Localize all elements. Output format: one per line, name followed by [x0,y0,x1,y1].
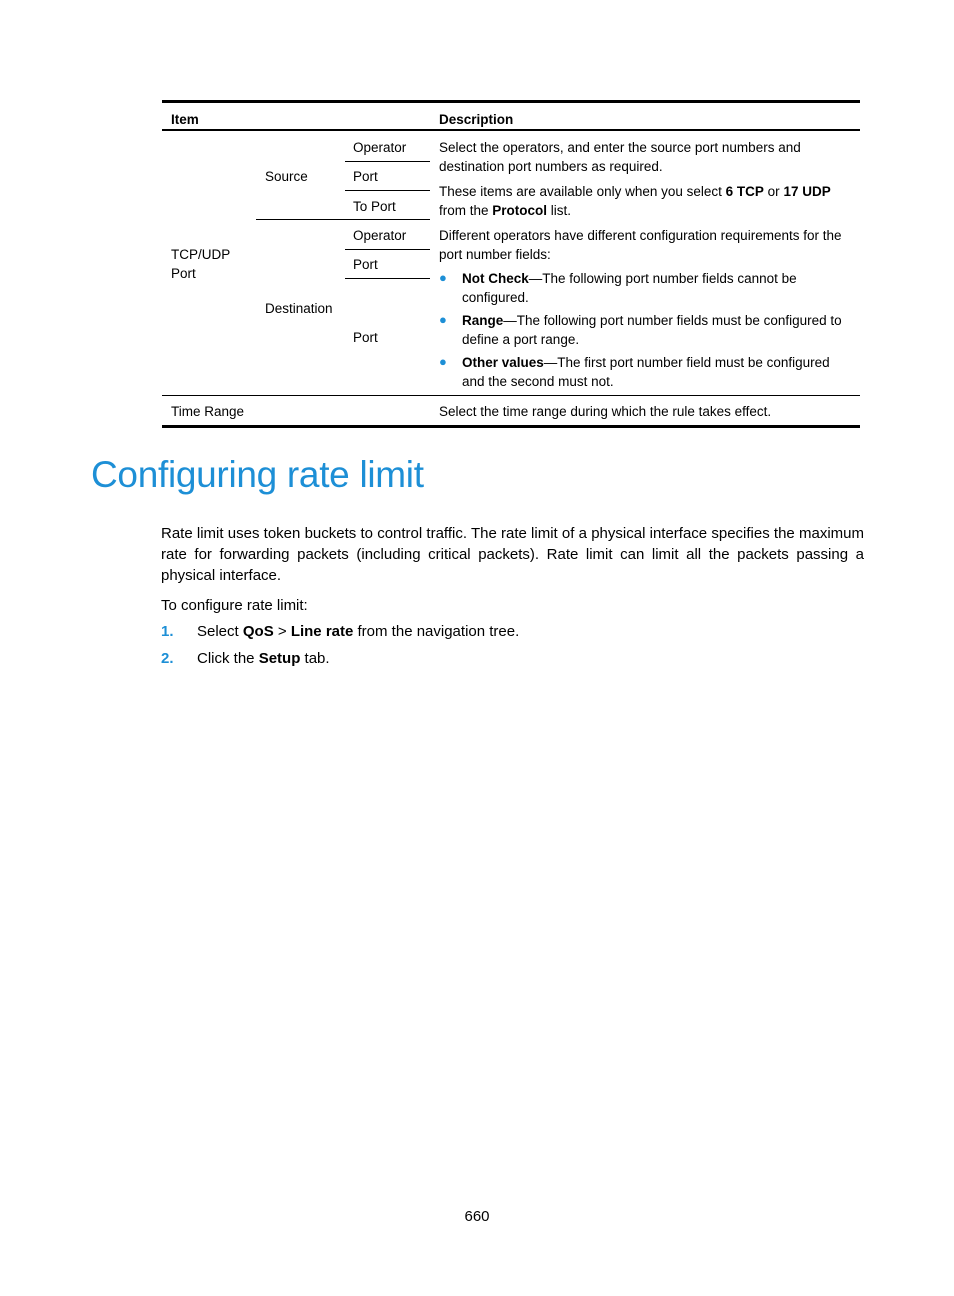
step-2-text: Click the Setup tab. [197,650,330,667]
destination-intro: Different operators have different configuration requirements for the port number fields: [439,228,842,262]
dst-operator-divider [345,249,430,250]
header-item: Item [171,112,199,127]
time-range-label: Time Range [171,404,245,419]
destination-field-operator: Operator [353,228,407,243]
source-field-to-port: To Port [353,199,396,214]
rate-limit-paragraph: Rate limit uses token buckets to control traffic. The rate limit of a physical interface specifies the maximum rate for forwarding packets (including critical packets). Rate limit can limit all the packets passing a physical interface. [161,525,864,584]
table-top-rule [162,100,860,103]
configure-intro: To configure rate limit: [161,597,308,614]
bullet-range: Range—The following port number fields must be configured to define a port range. [462,313,842,347]
source-field-port: Port [353,169,378,184]
destination-label: Destination [265,301,333,316]
dst-port-divider [345,278,430,279]
bullet-icon: ● [439,312,447,327]
time-range-description: Select the time range during which the rule takes effect. [439,404,772,419]
destination-field-port-1: Port [353,257,378,272]
bullet-not-check: Not Check—The following port number fields cannot be configured. [462,271,797,305]
section-title: Configuring rate limit [91,454,424,495]
table-bottom-rule [162,425,860,428]
source-field-operator: Operator [353,140,407,155]
header-description: Description [439,112,514,127]
tcp-udp-port-label: TCP/UDP Port [171,247,231,281]
table-header-rule [162,129,860,131]
src-port-divider [345,190,430,191]
time-range-rule [162,395,860,396]
step-2-number: 2. [161,650,174,667]
src-operator-divider [345,161,430,162]
source-description-2: These items are available only when you select 6 TCP or 17 UDP from the Protocol list. [439,184,831,218]
bullet-other-values: Other values—The first port number field must be configured and the second must not. [462,355,830,389]
step-1-number: 1. [161,623,174,640]
source-dest-divider [256,219,430,220]
page-number: 660 [464,1208,490,1225]
bullet-icon: ● [439,270,447,285]
source-description-1: Select the operators, and enter the source port numbers and destination port numbers as required. [439,140,801,174]
destination-field-port-2: Port [353,330,378,345]
step-1-text: Select QoS > Line rate from the navigation tree. [197,623,520,640]
source-label: Source [265,169,308,184]
bullet-icon: ● [439,354,447,369]
